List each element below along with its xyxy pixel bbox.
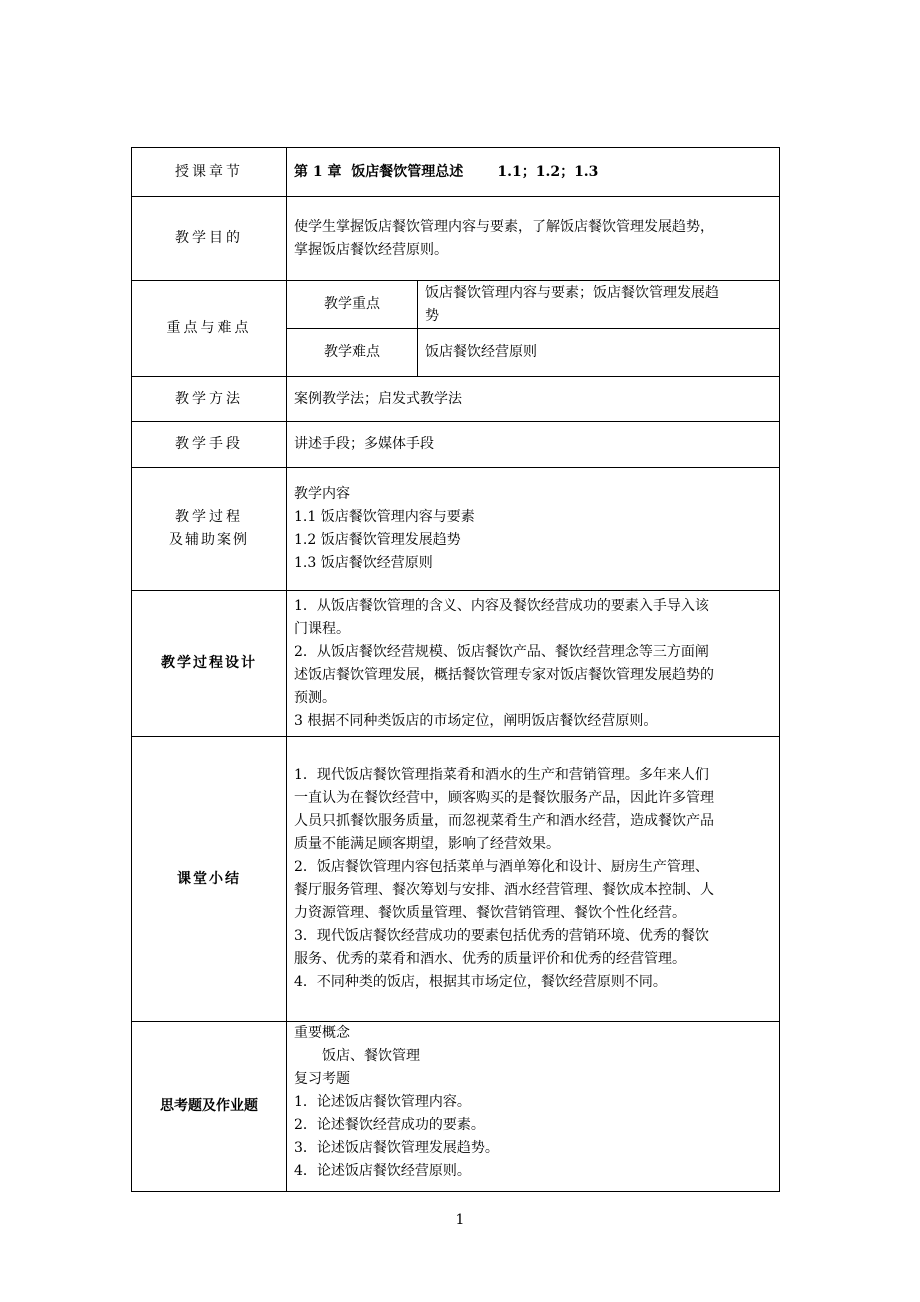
summary-line: 人员只抓餐饮服务质量，而忽视菜肴生产和酒水经营，造成餐饮产品 [294,813,714,829]
process-line: 1.3 饭店餐饮经营原则 [294,555,433,571]
method-content: 案例教学法；启发式教学法 [287,377,780,422]
homework-content [287,1022,780,1192]
design-line: 门课程。 [294,620,350,637]
objective-line: 使学生掌握饭店餐饮管理内容与要素，了解饭店餐饮管理发展趋势， [294,218,714,235]
concept-list: 饭店、餐饮管理 [322,1048,420,1064]
label-chapter: 授课章节 [132,148,287,197]
label-teaching-focus: 教学重点 [287,281,418,329]
label-teaching-difficulty: 教学难点 [287,329,418,377]
label-means: 教学手段 [132,422,287,468]
review-heading: 复习考题 [294,1071,350,1087]
design-line: 述饭店餐饮管理发展，概括餐饮管理专家对饭店餐饮管理发展趋势的 [294,666,714,683]
row-homework [132,1022,780,1192]
row-process [132,468,780,591]
summary-line: 2．饭店餐饮管理内容包括菜单与酒单筹化和设计、厨房生产管理、 [294,859,709,875]
process-line: 1.1 饭店餐饮管理内容与要素 [294,509,475,525]
summary-line: 一直认为在餐饮经营中，顾客购买的是餐饮服务产品，因此许多管理 [294,790,714,806]
process-line: 1.2 饭店餐饮管理发展趋势 [294,532,461,548]
design-content [287,591,780,737]
process-line: 教学内容 [294,486,350,502]
row-key-points [132,281,780,329]
label-process-line2: 及辅助案例 [169,532,249,548]
lesson-plan-table [131,147,780,1192]
row-chapter [132,148,780,197]
row-design [132,591,780,737]
summary-line: 服务、优秀的菜肴和酒水、优秀的质量评价和优秀的经营管理。 [294,951,686,967]
summary-line: 力资源管理、餐饮质量管理、餐饮营销管理、餐饮个性化经营。 [294,905,686,921]
summary-content [287,737,780,1022]
row-means [132,422,780,468]
process-content [287,468,780,591]
label-design: 教学过程设计 [132,591,287,737]
review-question: 3．论述饭店餐饮管理发展趋势。 [294,1140,499,1156]
review-question: 1．论述饭店餐饮管理内容。 [294,1094,471,1110]
focus-line: 饭店餐饮管理内容与要素；饭店餐饮管理发展趋 [425,284,719,301]
label-summary: 课堂小结 [132,737,287,1022]
summary-line: 3．现代饭店餐饮经营成功的要素包括优秀的营销环境、优秀的餐饮 [294,928,709,944]
objective-line: 掌握饭店餐饮经营原则。 [294,241,448,258]
design-line: 2．从饭店餐饮经营规模、饭店餐饮产品、餐饮经营理念等三方面阐 [294,643,709,660]
chapter-title: 第 1 章 饭店餐饮管理总述 1.1；1.2；1.3 [287,148,780,197]
concept-heading: 重要概念 [294,1025,350,1041]
label-key-points: 重点与难点 [132,281,287,377]
review-question: 4．论述饭店餐饮经营原则。 [294,1163,471,1179]
summary-line: 餐厅服务管理、餐次筹划与安排、酒水经营管理、餐饮成本控制、人 [294,882,714,898]
means-content: 讲述手段；多媒体手段 [287,422,780,468]
row-objective [132,197,780,281]
summary-line: 1．现代饭店餐饮管理指菜肴和酒水的生产和营销管理。多年来人们 [294,767,709,783]
row-method [132,377,780,422]
design-line: 1．从饭店餐饮管理的含义、内容及餐饮经营成功的要素入手导入该 [294,597,709,614]
focus-line: 势 [425,307,439,324]
teaching-focus-content [418,281,780,329]
objective-content [287,197,780,281]
summary-line: 质量不能满足顾客期望，影响了经营效果。 [294,836,560,852]
label-objective: 教学目的 [132,197,287,281]
review-question: 2．论述餐饮经营成功的要素。 [294,1117,485,1133]
summary-line: 4．不同种类的饭店，根据其市场定位，餐饮经营原则不同。 [294,974,667,990]
label-homework: 思考题及作业题 [132,1022,287,1192]
label-process-line1: 教学过程 [175,509,243,525]
label-method: 教学方法 [132,377,287,422]
row-summary [132,737,780,1022]
design-line: 预测。 [294,689,336,706]
label-process [132,468,287,591]
page-number: 1 [455,1212,465,1228]
teaching-difficulty-content: 饭店餐饮经营原则 [418,329,780,377]
design-line: 3 根据不同种类饭店的市场定位，阐明饭店餐饮经营原则。 [294,712,658,729]
